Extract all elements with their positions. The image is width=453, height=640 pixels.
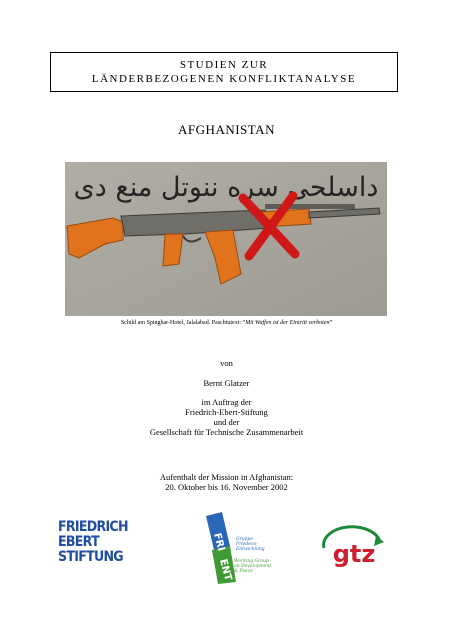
author-name: Bernt Glatzer	[203, 378, 250, 388]
frient-ent-text: ENT	[217, 557, 234, 583]
fes-logo-line-1: FRIEDRICH	[58, 519, 128, 535]
series-title-line-2: LÄNDERBEZOGENEN KONFLIKTANALYSE	[91, 73, 357, 85]
commission-line-1: im Auftrag der	[201, 397, 252, 407]
mission-line-1: Aufenthalt der Mission in Afghanistan:	[159, 472, 294, 482]
fes-logo-line-2: EBERT	[58, 534, 99, 550]
rifle-sign-illustration	[65, 162, 387, 316]
sign-photo	[65, 162, 387, 316]
von-label: von	[220, 358, 233, 368]
sign-script: داسلحی سره ننوتل منع دی	[73, 172, 379, 203]
frient-en-2: on Development	[234, 564, 272, 569]
gtz-text: gtz	[332, 540, 376, 568]
gtz-emblem	[318, 528, 390, 572]
series-title-line-1: STUDIEN ZUR	[179, 59, 269, 71]
title-box	[50, 52, 398, 92]
caption-prefix: Schild am Spinghar-Hotel, Jalalabad. Paschtutext: “	[120, 320, 246, 326]
photo-caption	[0, 320, 453, 326]
frient-fri-text: FRI	[211, 531, 227, 553]
frient-de-2: Friedens-	[236, 542, 258, 547]
commission-line-2: Friedrich-Ebert-Stiftung	[185, 407, 268, 417]
caption-quote: Mit Waffen ist der Eintritt verboten	[245, 320, 330, 326]
commission-line-4: Gesellschaft für Technische Zusammenarbeit	[149, 427, 304, 437]
frient-en-3: & Peace	[234, 569, 253, 574]
frient-en-1: Working Group	[234, 559, 269, 564]
mission-line-2: 20. Oktober bis 16. November 2002	[165, 482, 288, 492]
frient-emblem	[200, 510, 272, 586]
gtz-logo	[318, 528, 390, 572]
fes-logo-line-3: STIFTUNG	[58, 549, 123, 565]
commission-line-3: und der	[213, 417, 240, 427]
frient-logo	[200, 510, 272, 586]
frient-de-3: Entwicklung	[236, 547, 265, 552]
frient-de-1: Gruppe	[236, 537, 254, 542]
country-title: AFGHANISTAN	[178, 122, 275, 137]
fes-logo	[58, 520, 136, 572]
caption-suffix: ”	[329, 320, 333, 326]
